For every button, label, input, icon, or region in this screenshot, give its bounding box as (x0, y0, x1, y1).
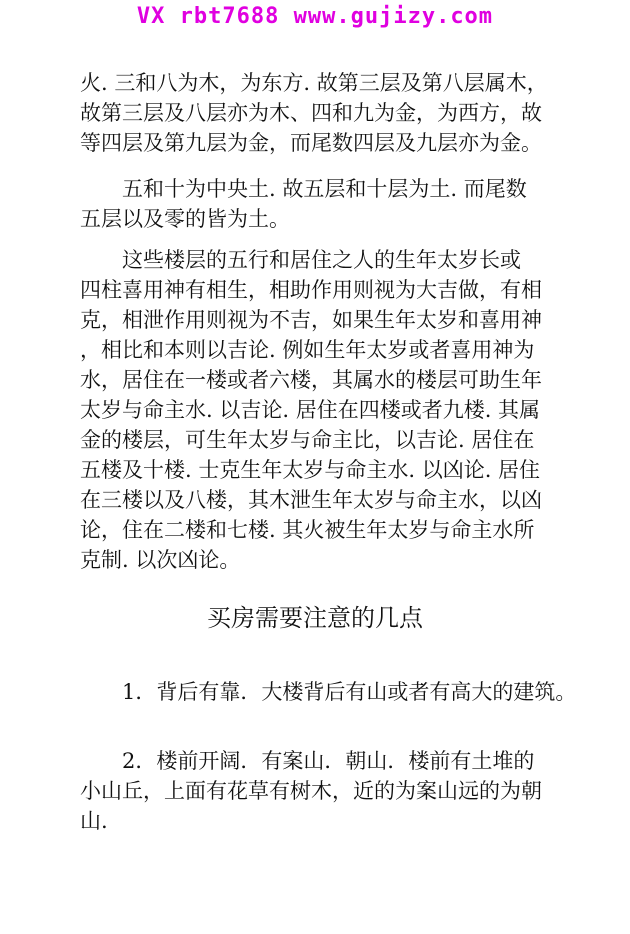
text-line: 这些楼层的五行和居住之人的生年太岁长或 (122, 248, 521, 272)
text-line: 山. (80, 809, 108, 833)
text-line: 克制. 以次凶论。 (80, 548, 241, 572)
text-line: 金的楼层，可生年太岁与命主比，以吉论. 居住在 (80, 428, 535, 452)
paragraph-2 (80, 174, 552, 234)
text-line: 论，住在二楼和七楼. 其火被生年太岁与命主水所 (80, 518, 535, 542)
text-line: 火. 三和八为木，为东方. 故第三层及第八层属木， (80, 71, 548, 95)
watermark-text: VX rbt7688 www.gujizy.com (136, 4, 494, 29)
text-line: 太岁与命主水. 以吉论. 居住在四楼或者九楼. 其属 (80, 398, 541, 422)
text-line: 1．背后有靠．大楼背后有山或者有高大的建筑。 (122, 680, 577, 704)
text-line: 小山丘，上面有花草有树木，近的为案山远的为朝 (80, 779, 542, 803)
text-line: 五和十为中央土. 故五层和十层为土. 而尾数 (122, 177, 527, 201)
list-item-1 (80, 677, 577, 707)
text-line: 五层以及零的皆为土。 (80, 207, 290, 231)
text-line: 水，居住在一楼或者六楼，其属水的楼层可助生年 (80, 368, 542, 392)
section-heading: 买房需要注意的几点 (207, 604, 423, 632)
text-line: ，相比和本则以吉论. 例如生年太岁或者喜用神为 (80, 338, 535, 362)
text-line: 克，相泄作用则视为不吉，如果生年太岁和喜用神 (80, 308, 542, 332)
text-line: 在三楼以及八楼，其木泄生年太岁与命主水，以凶 (80, 488, 542, 512)
paragraph-3 (80, 245, 552, 575)
text-line: 2．楼前开阔．有案山．朝山．楼前有土堆的 (122, 749, 535, 773)
text-line: 五楼及十楼. 士克生年太岁与命主水. 以凶论. 居住 (80, 458, 541, 482)
list-item-2 (80, 746, 552, 836)
text-line: 故第三层及八层亦为木、四和九为金，为西方，故 (80, 101, 542, 125)
text-line: 四柱喜用神有相生，相助作用则视为大吉做，有相 (80, 278, 542, 302)
text-line: 等四层及第九层为金，而尾数四层及九层亦为金。 (80, 131, 542, 155)
paragraph-1 (80, 68, 552, 158)
